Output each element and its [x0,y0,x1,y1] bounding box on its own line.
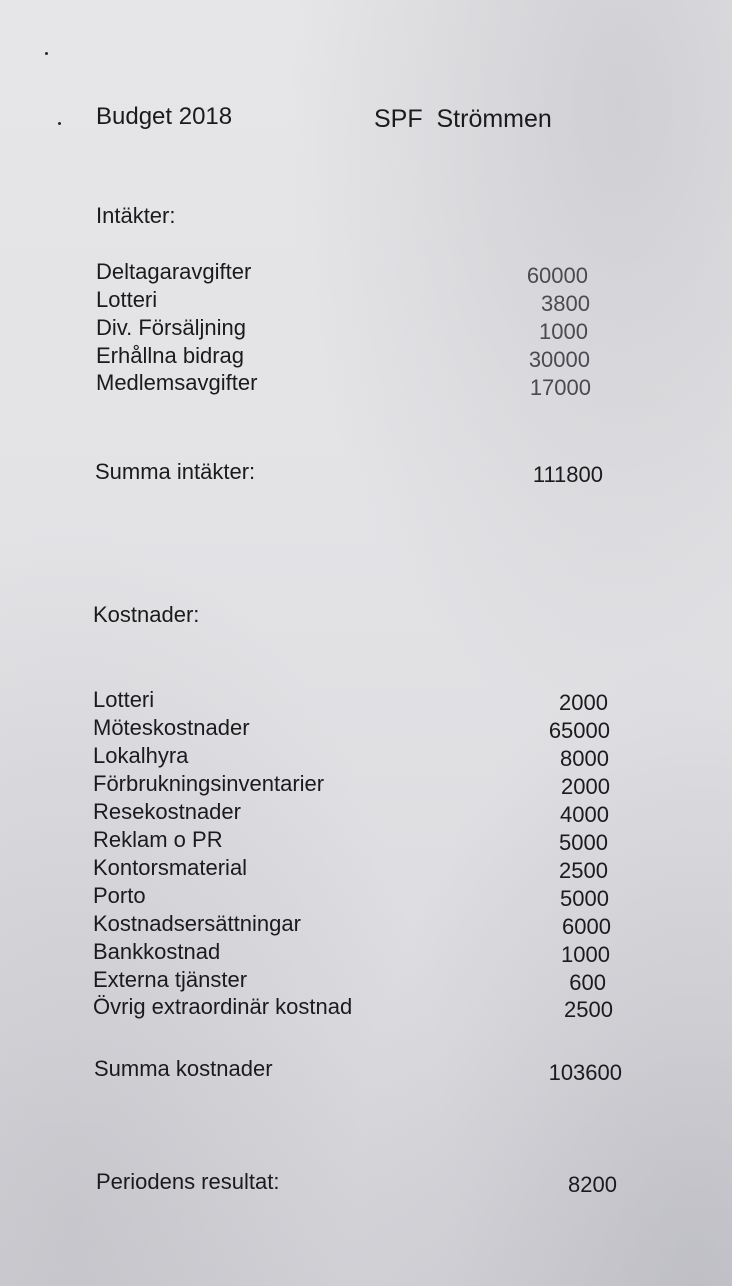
income-heading: Intäkter: [96,203,176,228]
cost-item-label: Möteskostnader [93,715,250,740]
income-item-label: Deltagaravgifter [96,259,252,284]
income-item-label: Div. Försäljning [96,315,246,340]
cost-item-value: 2000 [559,690,608,715]
income-item-value: 3800 [541,291,590,316]
cost-item-value: 2000 [561,774,610,799]
income-item-label: Medlemsavgifter [96,370,258,395]
cost-item-label: Lokalhyra [93,743,189,768]
income-total-value: 111800 [532,462,603,487]
income-item-label: Lotteri [96,287,158,312]
cost-item-value: 5000 [559,830,608,855]
costs-total-label: Summa kostnader [94,1056,273,1081]
cost-item-label: Resekostnader [93,799,241,824]
cost-item-label: Kostnadsersättningar [93,911,301,936]
income-item-value: 60000 [526,263,588,288]
cost-item-value: 6000 [562,914,611,939]
bullet-dot [58,122,61,125]
cost-item-value: 65000 [548,718,610,743]
cost-item-label: Externa tjänster [93,967,248,992]
cost-item-value: 8000 [560,746,609,771]
stray-mark [45,52,48,55]
cost-item-label: Lotteri [93,687,155,712]
income-total-label: Summa intäkter: [95,459,256,484]
cost-item-label: Porto [93,883,146,908]
cost-item-value: 1000 [561,942,610,967]
cost-item-value: 2500 [564,997,613,1022]
cost-item-label: Övrig extraordinär kostnad [93,994,353,1019]
income-item-value: 1000 [539,319,588,344]
result-value: 8200 [568,1172,617,1197]
costs-total-value: 103600 [548,1060,622,1085]
result-label: Periodens resultat: [96,1169,280,1194]
cost-item-value: 4000 [560,802,609,827]
income-item-value: 30000 [528,347,590,372]
cost-item-label: Bankkostnad [93,939,221,964]
cost-item-label: Förbrukningsinventarier [93,771,325,796]
income-item-label: Erhållna bidrag [96,343,244,368]
costs-heading: Kostnader: [93,602,200,627]
cost-item-value: 600 [569,970,606,995]
cost-item-label: Reklam o PR [93,827,223,852]
cost-item-value: 5000 [560,886,609,911]
organization-name: SPF Strömmen [374,105,552,133]
cost-item-value: 2500 [559,858,608,883]
income-item-value: 17000 [529,375,591,400]
cost-item-label: Kontorsmaterial [93,855,248,880]
document-title: Budget 2018 [96,103,233,130]
